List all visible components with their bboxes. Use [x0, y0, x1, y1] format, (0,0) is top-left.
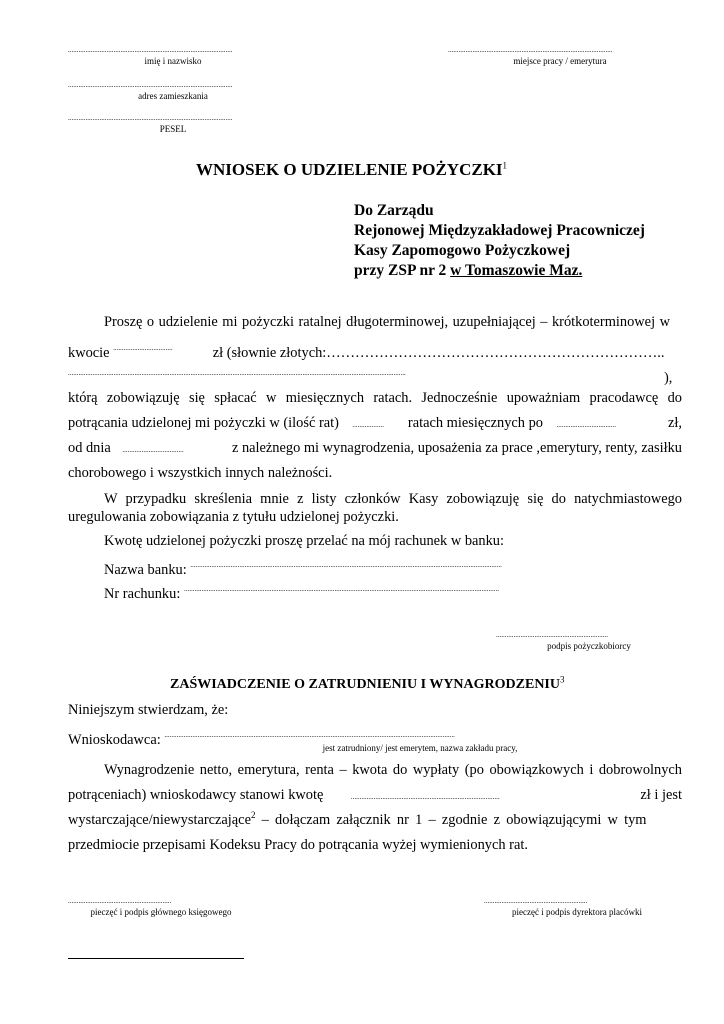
addressee-city: w Tomaszowie Maz. — [450, 262, 583, 279]
request-line-4: którą zobowiązuję się spłacać w miesięcznych ratach. Jednocześnie upoważniam pracodawcę do — [68, 390, 682, 406]
borrower-signature-dots: ................................................................ — [496, 631, 608, 639]
start-date-field[interactable]: ................................... — [122, 446, 184, 454]
name-dots: .............................................................................................. — [68, 46, 233, 54]
currency-label: zł, — [667, 415, 682, 431]
footnote-ref-1: 1 — [502, 160, 508, 171]
transfer-line: Kwotę udzielonej pożyczki proszę przelać na mój rachunek w banku: — [104, 533, 504, 549]
addressee-line-3: Kasy Zapomogowo Pożyczkowej — [354, 242, 571, 259]
certificate-title-text: ZAŚWIADCZENIE O ZATRUDNIENIU I WYNAGRODZENIU — [170, 677, 560, 692]
installment-amount-field[interactable]: .................................. — [556, 421, 616, 429]
removal-line-2: uregulowania zobowiązania z tytułu udzielonej pożyczki. — [68, 509, 399, 525]
applicant-field[interactable]: ...................................................................................................................................................................... — [164, 731, 455, 739]
request-line-5 — [68, 414, 682, 434]
amount-label: kwocie — [68, 345, 110, 361]
amount-words-close: ), — [664, 370, 673, 386]
request-line-2 — [68, 339, 672, 362]
salary-line-1: Wynagrodzenie netto, emerytura, renta – kwota do wypłaty (po obowiązkowych i dobrowolnych — [104, 762, 682, 778]
salary-line-3 — [68, 811, 682, 829]
applicant-label: Wnioskodawca: — [68, 732, 161, 748]
salary-amount-label: potrąceniach) wnioskodawcy stanowi kwotę — [68, 787, 324, 803]
request-line-3 — [68, 364, 672, 387]
certificate-title — [170, 674, 565, 693]
amount-words-field[interactable]: ................................................................................................................................................................................................. — [68, 369, 406, 377]
amount-field[interactable]: .................................. — [113, 344, 173, 352]
installments-label: potrącania udzielonej mi pożyczki w (ilość rat) — [68, 415, 339, 431]
footnote-ref-3: 3 — [560, 674, 565, 685]
work-dots: .............................................................................................. — [448, 46, 613, 54]
installments-count-field[interactable]: .................. — [352, 421, 384, 429]
footnote-ref-2: 2 — [250, 810, 256, 821]
bank-name-field[interactable]: .................................................................................................................................................................................. — [190, 561, 502, 569]
applicant-hint: jest zatrudniony/ jest emerytem, nazwa zakładu pracy, — [322, 743, 518, 753]
footnote-separator — [68, 958, 244, 959]
installment-amount-label: ratach miesięcznych po — [407, 415, 543, 431]
accountant-signature-label: pieczęć i podpis głównego księgowego — [90, 907, 232, 917]
account-row — [104, 580, 678, 603]
document-title — [196, 160, 507, 180]
salary-line-4: przedmiocie przepisami Kodeksu Pracy do potrącania wyżej wymienionych rat. — [68, 837, 528, 853]
salary-sufficiency-label: zł i jest — [640, 787, 682, 803]
document-title-text: WNIOSEK O UDZIELENIE POŻYCZKI — [196, 160, 503, 179]
pesel-label: PESEL — [159, 124, 187, 134]
removal-line-1: W przypadku skreślenia mnie z listy członków Kasy zobowiązuję się do natychmiastowego — [104, 491, 682, 507]
name-label: imię i nazwisko — [144, 56, 202, 66]
sufficiency-options: wystarczające/niewystarczające — [68, 812, 251, 828]
addressee-line-4 — [354, 261, 582, 281]
pesel-dots: .............................................................................................. — [68, 114, 233, 122]
certificate-intro: Niniejszym stwierdzam, że: — [68, 702, 229, 718]
salary-amount-field[interactable]: ..................................................................................... — [350, 793, 500, 801]
borrower-signature-label: podpis pożyczkobiorcy — [547, 641, 631, 651]
request-line-6 — [68, 439, 682, 459]
accountant-signature-dots: ........................................................... — [68, 897, 172, 905]
bank-name-label: Nazwa banku: — [104, 562, 187, 578]
addressee-line-2: Rejonowej Międzyzakładowej Pracowniczej — [354, 222, 645, 239]
amount-words-label: zł (słownie złotych:…………………………………………………………….. — [212, 345, 665, 361]
salary-line-2 — [68, 786, 682, 806]
director-signature-dots: ........................................................... — [484, 897, 588, 905]
start-date-label: od dnia — [68, 440, 111, 456]
account-label: Nr rachunku: — [104, 586, 181, 602]
addressee-line-1: Do Zarządu — [354, 202, 434, 219]
request-line-1: Proszę o udzielenie mi pożyczki ratalnej długoterminowej, uzupełniającej – krótkoterminowej w — [104, 314, 670, 330]
address-label: adres zamieszkania — [138, 91, 208, 101]
bank-name-row — [104, 556, 678, 579]
deduction-source-text: z należnego mi wynagrodzenia, uposażenia za prace ,emerytury, renty, zasiłku — [231, 440, 682, 456]
request-line-7: chorobowego i wszystkich innych należności. — [68, 465, 333, 481]
attachment-text: – dołączam załącznik nr 1 – zgodnie z obowiązującymi w tym — [255, 812, 647, 828]
director-signature-label: pieczęć i podpis dyrektora placówki — [512, 907, 642, 917]
account-field[interactable]: .................................................................................................................................................................................... — [183, 585, 499, 593]
address-dots: .............................................................................................. — [68, 81, 233, 89]
addressee-line-4-prefix: przy ZSP nr 2 — [354, 262, 451, 279]
work-label: miejsce pracy / emerytura — [513, 56, 607, 66]
